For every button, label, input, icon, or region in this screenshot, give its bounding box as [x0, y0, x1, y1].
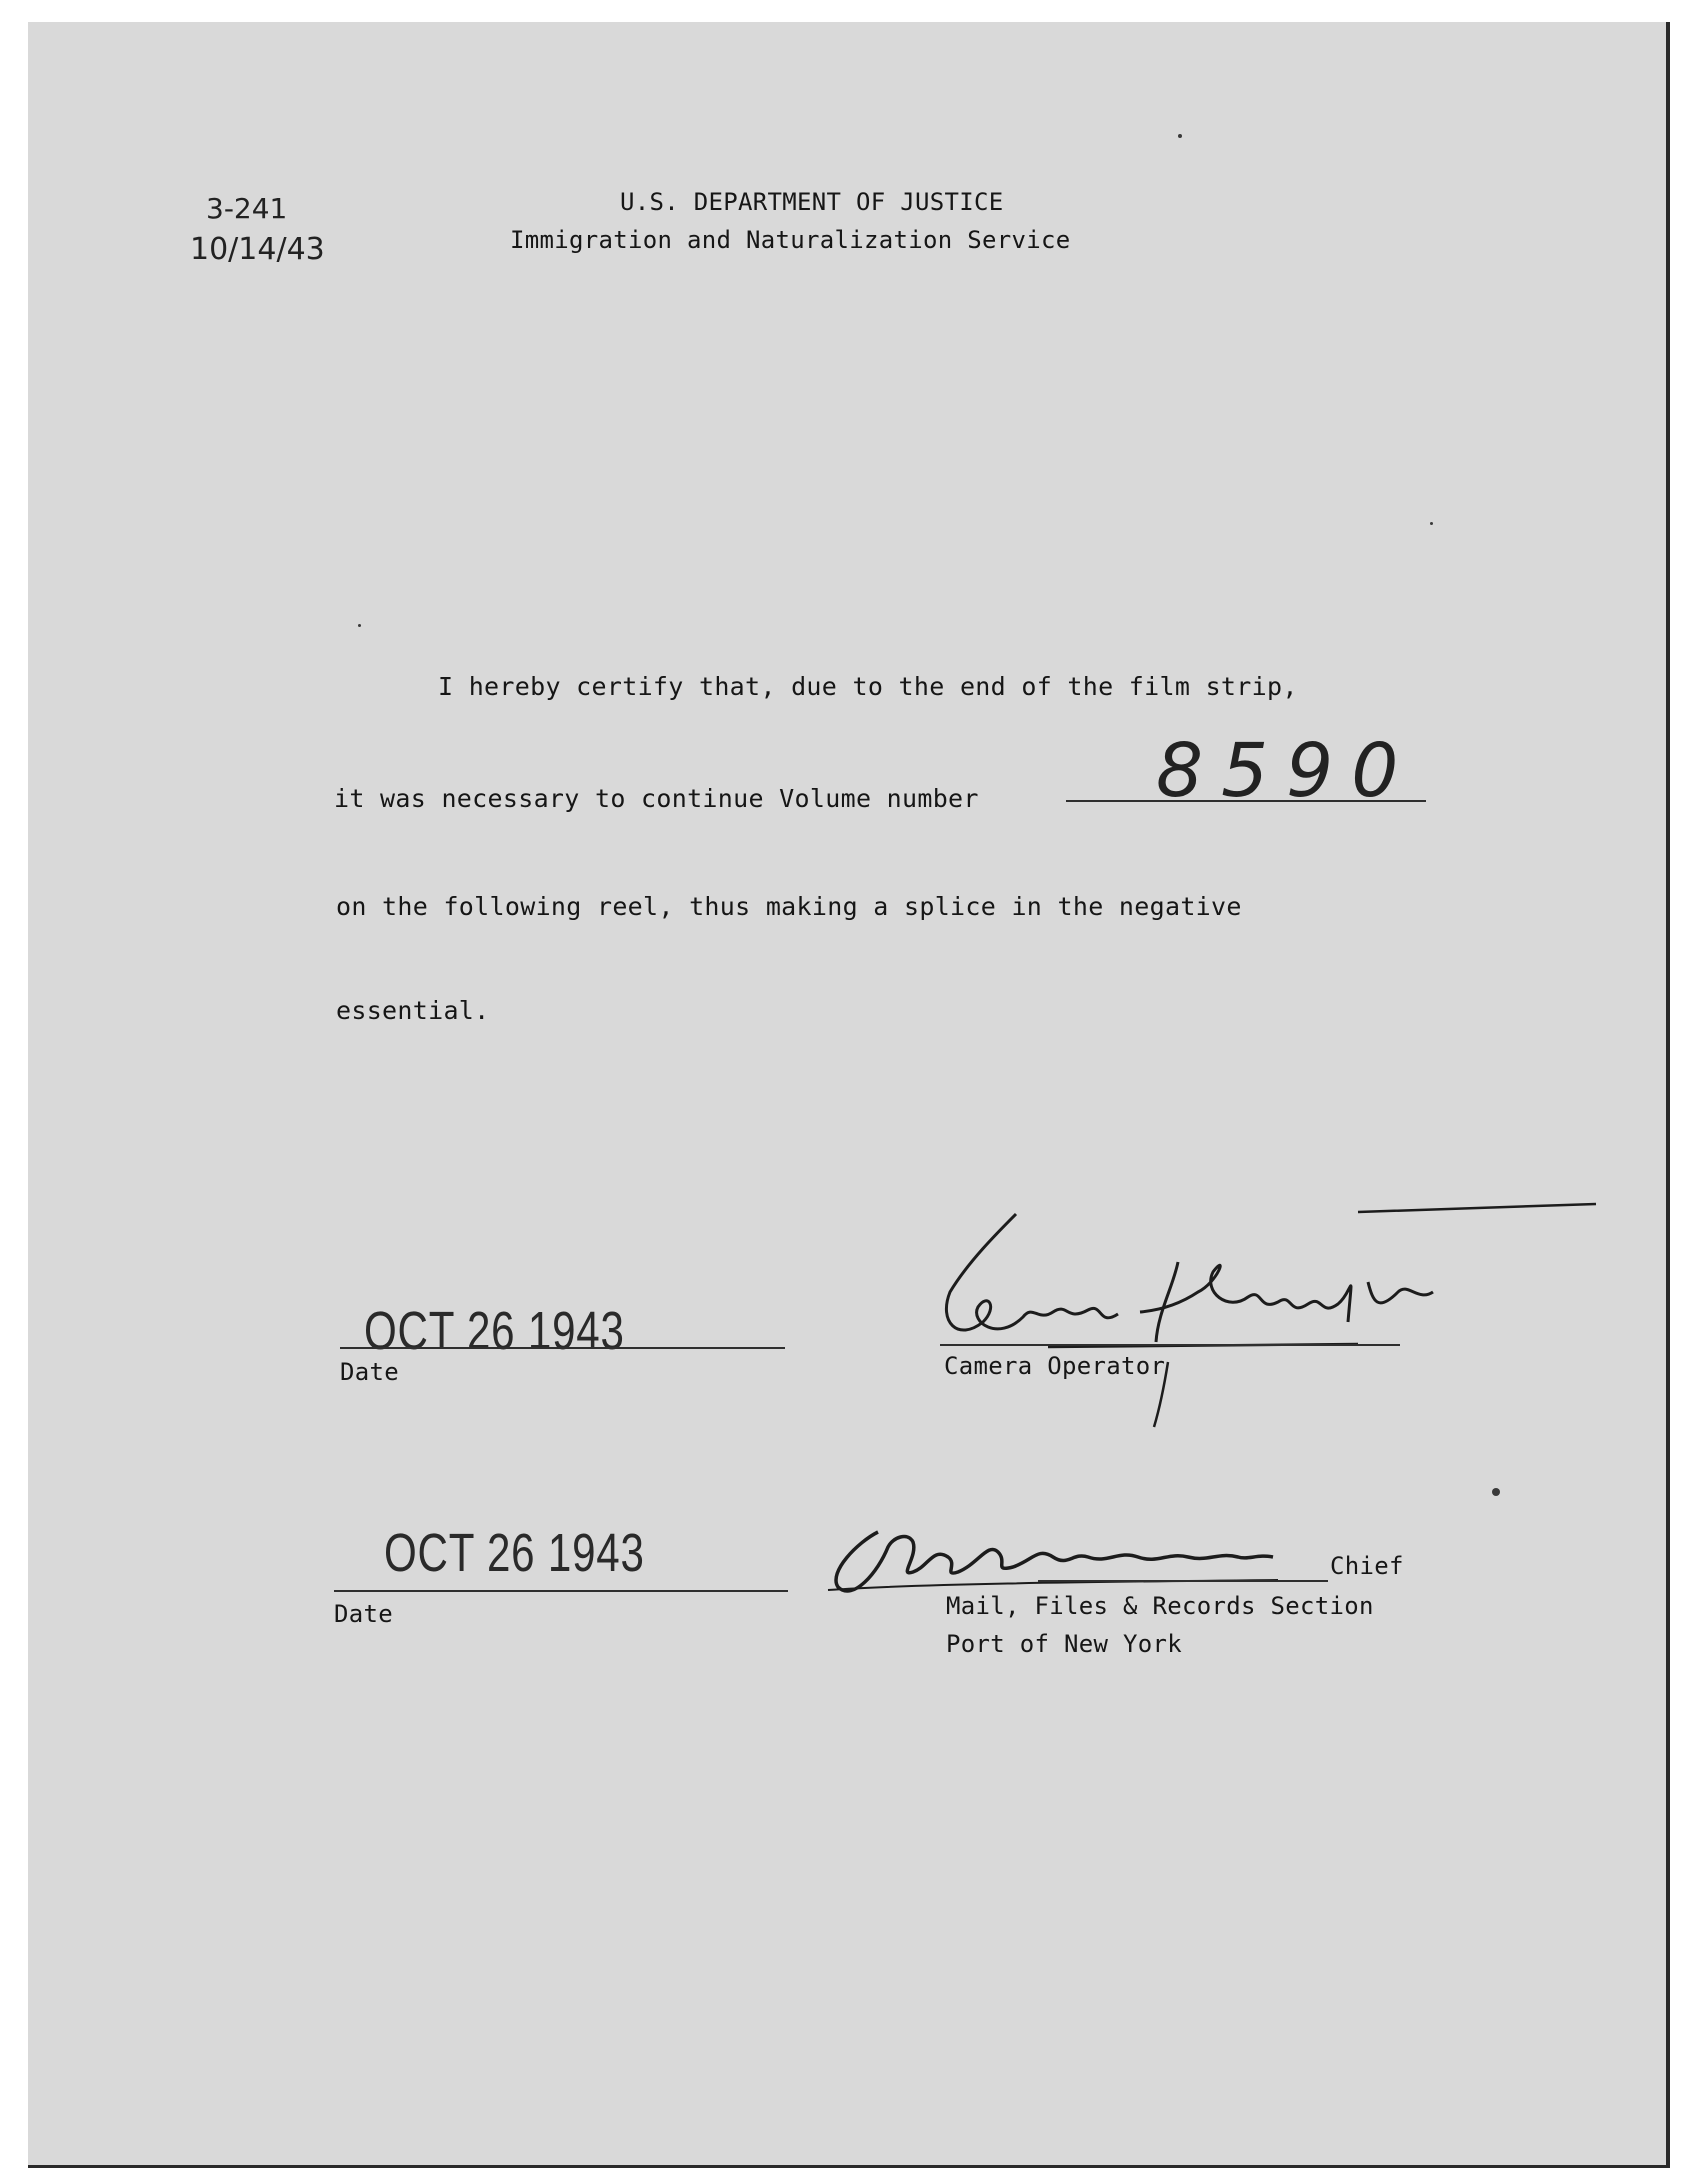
margin-note-form-number: 3-241 — [206, 192, 288, 225]
date-stamp-2: OCT 26 1943 — [384, 1523, 645, 1583]
chief-title-line-2: Mail, Files & Records Section — [946, 1592, 1374, 1620]
document-page — [28, 22, 1670, 2168]
chief-title-line-3: Port of New York — [946, 1630, 1182, 1658]
date-label-2: Date — [334, 1600, 393, 1628]
camera-operator-title: Camera Operator — [944, 1352, 1166, 1380]
scan-speck — [1492, 1488, 1500, 1496]
volume-number-handwritten: 8590 — [1156, 728, 1417, 814]
camera-operator-signature-line — [940, 1344, 1400, 1346]
margin-note-date: 10/14/43 — [190, 232, 325, 267]
certificate-line-1: I hereby certify that, due to the end of the film strip, — [438, 672, 1298, 701]
chief-signature-line — [1038, 1580, 1328, 1582]
certificate-line-2: it was necessary to continue Volume number — [334, 784, 979, 813]
date-line-1 — [340, 1347, 785, 1349]
letterhead-department: U.S. DEPARTMENT OF JUSTICE — [620, 188, 1004, 216]
date-label-1: Date — [340, 1358, 399, 1386]
certificate-line-4: essential. — [336, 996, 490, 1025]
date-line-2 — [334, 1590, 788, 1592]
scan-speck — [1430, 522, 1433, 525]
camera-operator-signature-icon — [928, 1192, 1618, 1442]
chief-title-word: Chief — [1330, 1552, 1404, 1580]
scan-speck — [1178, 134, 1182, 138]
letterhead-service: Immigration and Naturalization Service — [510, 226, 1071, 254]
date-stamp-1: OCT 26 1943 — [364, 1301, 625, 1361]
certificate-line-3: on the following reel, thus making a splice in the negative — [336, 892, 1242, 921]
scan-speck — [358, 624, 361, 627]
